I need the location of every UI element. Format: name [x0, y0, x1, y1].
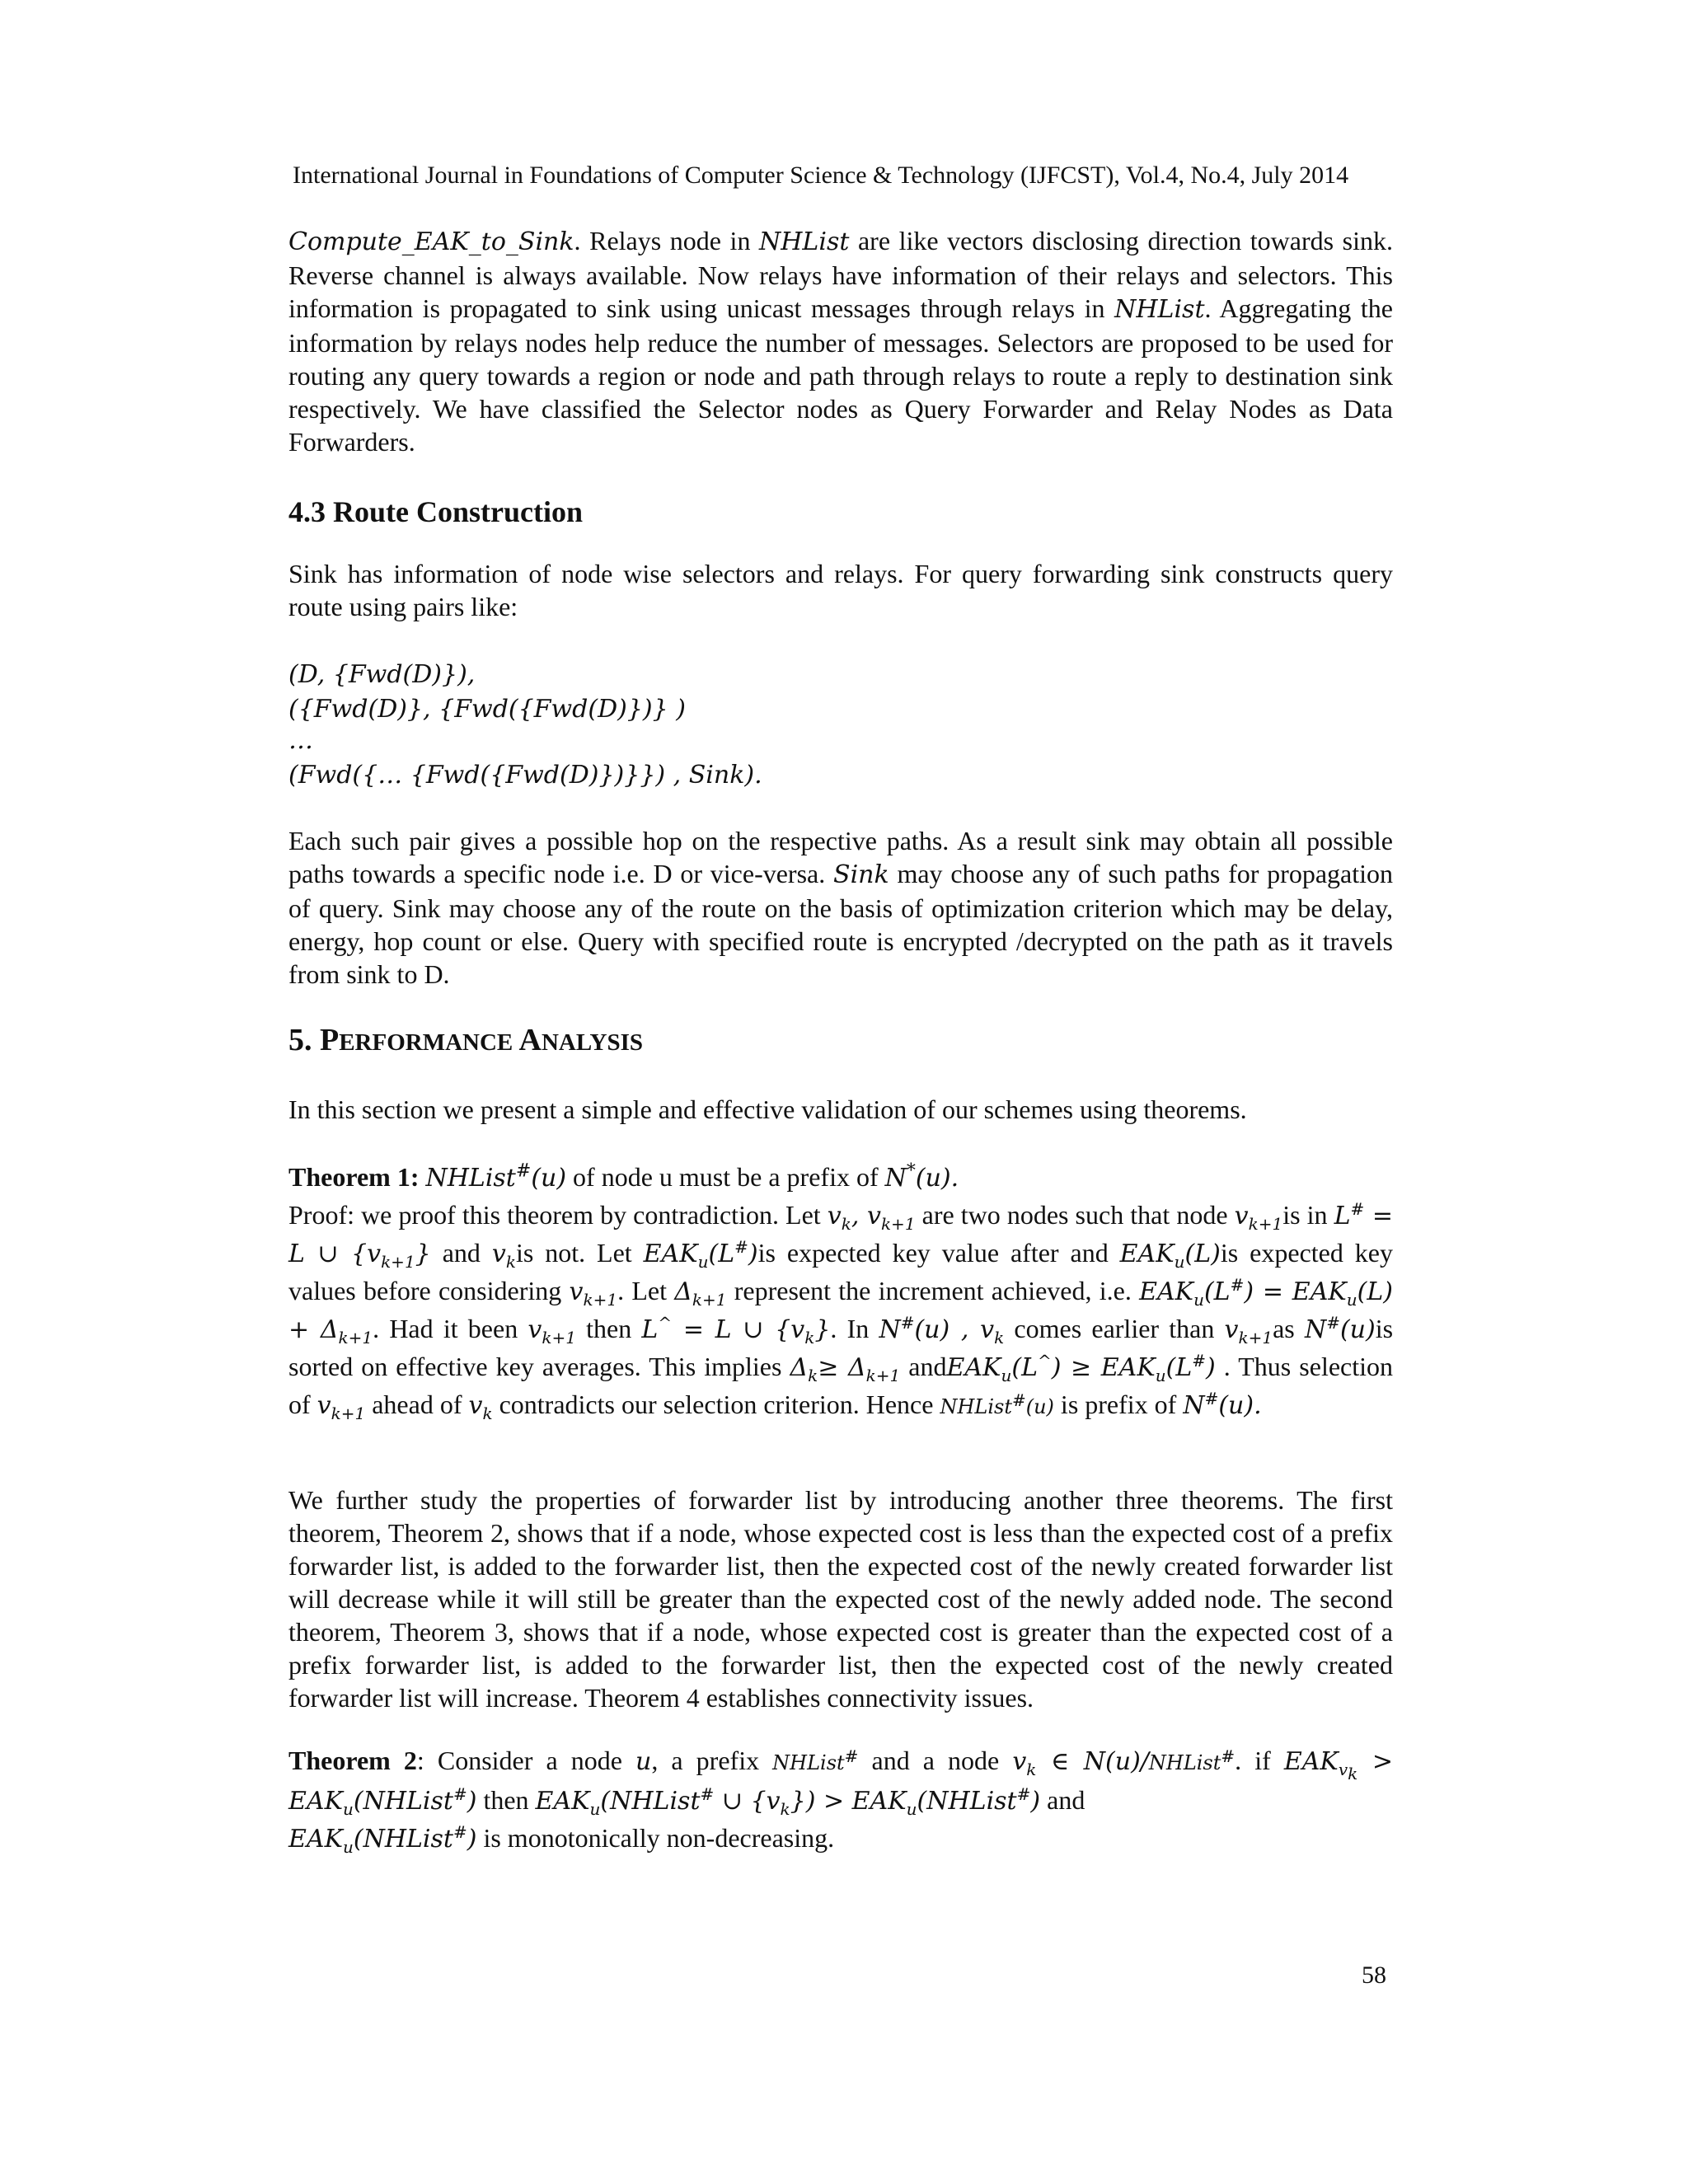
text: contradicts our selection criterion. Hence [492, 1390, 940, 1419]
route-paragraph-2 [288, 824, 1393, 991]
text: 5. P [288, 1023, 340, 1057]
text: are two nodes such that node [915, 1200, 1235, 1230]
math: N [884, 1164, 907, 1193]
function-name: Compute_EAK_to_Sink [288, 227, 574, 256]
text: . Aggregating the information by relays nodes help reduce the number of messages. Selectors are proposed to be used for routing any query towards a region or node and path through relays to route a reply to destination sink respectively. We have classified the Selector nodes as Query Forwarder and Relay Nodes as Data Forwarders. [288, 293, 1394, 457]
text: A [518, 1023, 542, 1057]
text: is monotonically non-decreasing. [476, 1823, 835, 1853]
text: , a prefix [651, 1746, 773, 1775]
text: ERFORMANCE [339, 1029, 519, 1056]
math: (u). [915, 1164, 959, 1193]
text: We further study the properties of forwarder list by introducing another three theorems. The first theorem, Theorem 2, shows that if a node, whose expected cost is less than the expected cost of a prefix forwarder list, is added to the forwarder list, then the expected cost of the newly created forwarder list will decrease while it will still be greater than the expected cost of the newly added node. The second theorem, Theorem 3, shows that if a node, whose expected cost is greater than the expected cost of a prefix forwarder list, is added to the forwarder list, then the expected cost of the newly created forwarder list will increase. Theorem 4 establishes connectivity issues. [288, 1485, 1393, 1713]
text: is in [1282, 1200, 1334, 1230]
text: of node u must be a prefix of [566, 1162, 885, 1192]
intro-paragraph [288, 224, 1393, 458]
text: represent the increment achieved, i.e. [726, 1276, 1140, 1305]
text: . Thus selection of [288, 1352, 1394, 1419]
theorem-label: Theorem 2 [288, 1746, 417, 1775]
text: and [900, 1352, 947, 1381]
text: . In [830, 1314, 879, 1343]
text: . Let [617, 1276, 675, 1305]
text: then [575, 1314, 642, 1343]
text: : Consider a node [416, 1746, 636, 1775]
text: Sink has information of node wise selectors and relays. For query forwarding sink constructs query route using pairs like: [288, 559, 1393, 621]
text: is expected key value after and [757, 1238, 1120, 1268]
text: may choose any of such paths for propagation of query. Sink may choose any of the route on the basis of optimization criterion which may be delay, energy, hop count or else. Query with specified route is encrypted /decrypted on the path as it travels from sink to D. [288, 859, 1394, 989]
equation-line-1: (D, {Fwd(D)}), [288, 660, 476, 689]
text: and [1040, 1785, 1085, 1815]
running-header: International Journal in Foundations of Computer Science & Technology (IJFCST), Vol.4, No.4, July 2014 [293, 162, 1349, 189]
text: comes earlier than [1004, 1314, 1225, 1343]
text: NALYSIS [541, 1029, 644, 1056]
text: then [476, 1785, 536, 1815]
section5-intro [288, 1093, 1393, 1126]
theorems-overview-paragraph [288, 1483, 1393, 1714]
theorem-1: Theorem 1: NHList#(u) of node u must be a prefix of N*(u). Proof: we proof this theorem by contradiction. Let $v_k$, $v_{k+1}$ are two nodes such that node $v_{k+1}is$ in L# = L ∪ $\{v_{k+1}\}$ and $v_kis$ not. Let $EAK_u(L^{\#})is$ expected key value after and $EAK_u(L)is$ expected key values before considering $v_{k+1}$. Let $\Delta_{k+1}$ represent the increment achieved, i.e. $EAK_u(L^{\#}) = EAK_u(L) + \Delta_{k+1}$. Had it been $v_{k+1}$ then L^ = L ∪ $\{v_k\}$. In N#(u) , $v_k$ comes earlier than $v_{k+1}as$ N#(u)is sorted on effective key averages. This implies $\Delta_k\ge \Delta_{k+1}$ andEAK$_u$(L^) ≥ $EAK_u(L^{\#})$ . Thus selection of $v_{k+1}$ ahead of $v_k$ contradicts our selection criterion. Hence NHList#(u) is prefix of N#(u). [288, 1160, 1394, 1423]
symbol-sink: Sink [833, 860, 889, 889]
theorem-label: Theorem 1: [288, 1162, 426, 1192]
text: as [1273, 1314, 1305, 1343]
text: is expected key values before considering [288, 1238, 1394, 1305]
text: are like vectors disclosing direction towards sink. Reverse channel is always available. Now relays have information of their relays and selectors. This information is propagated to sink using unicast messages through relays in [288, 226, 1394, 323]
equation-line-2: ({Fwd(D)}, {Fwd({Fwd(D)})} ) [288, 695, 686, 724]
section-heading-5 [288, 1022, 643, 1058]
text: Proof: we proof this theorem by contradiction. Let [288, 1200, 828, 1230]
math: NHList [425, 1164, 516, 1193]
equation-line-4: (Fwd({… {Fwd({Fwd(D)})}}) , Sink). [288, 761, 762, 790]
text: and a node [858, 1746, 1013, 1775]
route-paragraph-1 [288, 557, 1393, 623]
text: is not. Let [515, 1238, 644, 1268]
text: ahead of [365, 1390, 469, 1419]
page-number: 58 [1362, 1961, 1386, 1989]
text: . Relays node in [574, 226, 760, 255]
text: is sorted on effective key averages. This implies [288, 1314, 1394, 1381]
text: In this section we present a simple and effective validation of our schemes using theorems. [288, 1094, 1247, 1124]
text: Each such pair gives a possible hop on the respective paths. As a result sink may obtain all possible paths towards a specific node i.e. D or vice-versa. [288, 826, 1393, 888]
section-heading-4-3: 4.3 Route Construction [288, 495, 583, 528]
text: and [430, 1238, 492, 1268]
text: . Had it been [373, 1314, 528, 1343]
equation-line-3: … [288, 726, 313, 755]
math: (u) [531, 1164, 567, 1193]
symbol-nhlist: NHList [1114, 295, 1205, 324]
text: is prefix of [1053, 1390, 1184, 1419]
theorem-2: Theorem 2: Consider a node u, a prefix NHList# and a node $v_k$ ∈ N(u)/NHList#. if $EAK_{v_k}$ > $EAK_u(NHList^{\#})$ then $EAK_u(NHList^{\#}$ ∪ $\{v_k\}$) > $EAK_u(NHList^{\#})$ and $EAK_u(NHList^{\#})$ is monotonically non-decreasing. [288, 1746, 1394, 1857]
text: . if [1235, 1746, 1284, 1775]
symbol-nhlist: NHList [759, 227, 850, 256]
